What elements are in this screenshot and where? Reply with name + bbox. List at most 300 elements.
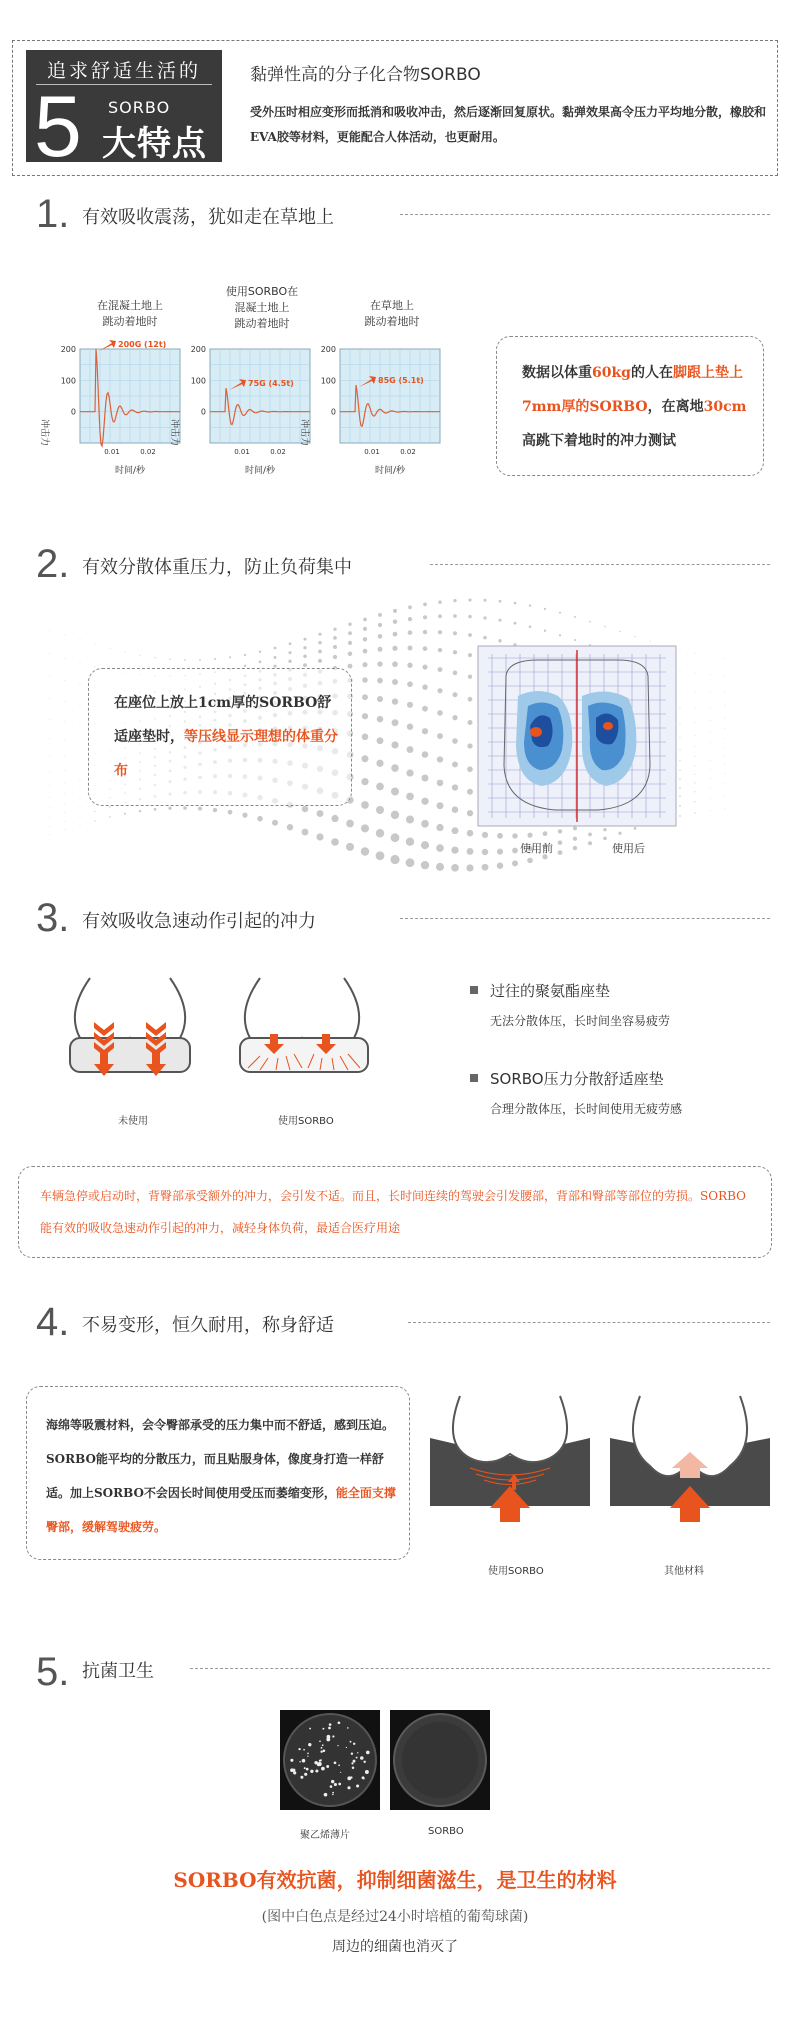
wave-dot <box>453 671 458 676</box>
wave-dot <box>680 670 681 671</box>
wave-dot <box>348 623 351 626</box>
wave-dot <box>679 815 681 817</box>
wave-dot <box>710 720 711 721</box>
wave-dot <box>110 648 111 649</box>
wave-dot <box>407 663 412 668</box>
wave-dot <box>725 795 726 796</box>
wave-dot <box>408 630 413 635</box>
bacteria-colony <box>306 1768 309 1771</box>
wave-dot <box>378 647 383 652</box>
wave-dot <box>392 719 399 726</box>
wave-dot <box>125 652 126 653</box>
wave-dot <box>544 630 546 632</box>
bacteria-colony <box>340 1772 341 1773</box>
wave-dot <box>376 829 384 837</box>
wave-dot <box>80 662 81 663</box>
wave-dot <box>317 810 324 817</box>
bacteria-colony <box>332 1792 334 1794</box>
wave-dot <box>573 846 577 850</box>
wave-dot <box>710 787 711 788</box>
callout-text: 的人在 <box>630 365 673 381</box>
bacteria-colony <box>321 1747 323 1749</box>
bacteria-colony <box>353 1743 355 1745</box>
wave-dot <box>680 707 681 708</box>
wave-dot <box>259 650 261 652</box>
label-other: 其他材料 <box>664 1566 704 1577</box>
wave-dot <box>169 658 170 659</box>
x-tick-label: 0.01 <box>234 448 250 456</box>
wave-dot <box>436 824 443 831</box>
wave-dot <box>452 761 458 767</box>
peak-label: 75G (4.5t) <box>248 379 294 389</box>
section5-headline: SORBO有效抗菌，抑制细菌滋生，是卫生的材料 <box>173 1868 617 1892</box>
wave-dot <box>361 847 369 855</box>
wave-dot <box>484 599 487 602</box>
wave-dot <box>498 619 501 622</box>
x-tick-label: 0.02 <box>140 448 156 456</box>
wave-dot <box>710 778 711 779</box>
wave-dot <box>288 660 291 663</box>
wave-dot <box>710 656 711 657</box>
wave-dot <box>725 773 726 774</box>
y-tick-label: 0 <box>330 407 336 417</box>
wave-dot <box>80 816 81 817</box>
wave-dot <box>710 692 711 693</box>
wave-dot <box>377 716 384 723</box>
wave-dot <box>139 810 141 812</box>
wave-dot <box>50 808 51 809</box>
wave-dot <box>695 673 696 674</box>
wave-dot <box>348 641 352 645</box>
wave-dot <box>228 810 233 815</box>
wave-dot <box>573 826 577 830</box>
bacteria-colony <box>362 1757 364 1759</box>
bacteria-colony <box>324 1793 328 1797</box>
wave-dot <box>468 598 471 601</box>
wave-dot <box>451 847 458 854</box>
wave-dot <box>50 719 51 720</box>
wave-dot <box>274 656 277 659</box>
wave-dot <box>438 630 442 634</box>
wave-dot <box>710 752 711 753</box>
wave-dot <box>453 650 457 654</box>
wave-dot <box>259 661 262 664</box>
y-axis-label: 冲击力 <box>299 419 309 447</box>
wave-dot <box>725 747 726 748</box>
cushion-sorbo-illustration <box>230 976 380 1096</box>
wave-dot <box>318 659 322 663</box>
wave-dot <box>468 653 472 657</box>
wave-dot <box>316 833 323 840</box>
wave-dot <box>453 692 458 697</box>
wave-dot <box>95 644 96 645</box>
wave-dot <box>483 636 487 640</box>
wave-dot <box>65 812 66 813</box>
wave-dot <box>407 746 414 753</box>
chart3-caption-line: 跳动着地时 <box>364 315 420 328</box>
wave-dot <box>362 694 368 700</box>
bacteria-colony <box>300 1776 303 1779</box>
peak-label: 200G (12t) <box>118 340 167 349</box>
pressure-peak-left <box>530 727 542 737</box>
wave-dot <box>649 641 650 642</box>
wave-dot <box>274 647 277 650</box>
wave-dot <box>80 740 81 741</box>
wave-dot <box>406 858 415 867</box>
wave-dot <box>514 602 517 605</box>
bacteria-colony <box>357 1752 358 1753</box>
wave-dot <box>451 864 459 872</box>
section5-divider <box>190 1668 770 1669</box>
hero-features: 大特点 <box>102 124 207 164</box>
y-tick-label: 100 <box>190 376 206 386</box>
wave-dot <box>680 690 681 691</box>
chart1-caption-line: 跳动着地时 <box>102 315 158 328</box>
wave-dot <box>50 785 51 786</box>
wave-dot <box>679 805 681 807</box>
wave-dot <box>437 688 442 693</box>
wave-dot <box>50 676 51 677</box>
wave-dot <box>438 600 441 603</box>
bacteria-colony <box>320 1751 322 1753</box>
wave-dot <box>377 737 384 744</box>
wave-dot <box>558 829 562 833</box>
wave-dot <box>318 633 321 636</box>
wave-dot <box>303 655 307 659</box>
wave-dot <box>423 615 427 619</box>
wave-dot <box>229 656 231 658</box>
wave-dot <box>94 820 95 821</box>
y-tick-label: 100 <box>60 376 76 386</box>
wave-dot <box>65 770 66 771</box>
x-tick-label: 0.02 <box>400 448 416 456</box>
wave-dot <box>421 798 428 805</box>
wave-dot <box>242 813 247 818</box>
wave-dot <box>452 715 457 720</box>
wave-dot <box>362 677 367 682</box>
wave-dot <box>378 623 382 627</box>
x-axis-label: 时间/秒 <box>244 466 276 476</box>
bacteria-colony <box>314 1761 317 1764</box>
wave-dot <box>154 657 155 658</box>
wave-dot <box>529 604 531 606</box>
label-used: 使用SORBO <box>278 1116 334 1127</box>
wave-dot <box>198 807 202 811</box>
wave-dot <box>559 634 561 636</box>
wave-dot <box>361 778 368 785</box>
wave-dot <box>50 738 51 739</box>
wave-dot <box>80 789 81 790</box>
wave-dot <box>362 734 369 741</box>
wave-dot <box>437 802 444 809</box>
chart2-caption-line: 使用SORBO在 <box>225 285 299 298</box>
wave-dot <box>65 635 66 636</box>
wave-dot <box>725 705 726 706</box>
pressure-map <box>478 646 676 826</box>
wave-dot <box>272 820 278 826</box>
wave-dot <box>422 706 428 712</box>
bacteria-colony <box>363 1761 365 1763</box>
wave-dot <box>725 691 726 692</box>
wave-dot <box>318 650 322 654</box>
label-sorbo-dish: SORBO <box>428 1826 464 1837</box>
wave-dot <box>139 655 140 656</box>
wave-dot <box>453 614 457 618</box>
wave-dot <box>302 806 309 813</box>
wave-dot <box>50 698 51 699</box>
wave-dot <box>65 829 66 830</box>
wave-dot <box>422 775 429 782</box>
wave-dot <box>453 599 456 602</box>
bacteria-colony <box>350 1741 352 1743</box>
bacteria-colony <box>366 1751 370 1755</box>
wave-dot <box>574 639 576 641</box>
wave-dot <box>452 784 458 790</box>
label-polyethylene: 聚乙烯薄片 <box>300 1830 350 1841</box>
wave-dot <box>527 858 533 864</box>
wave-dot <box>452 738 458 744</box>
wave-dot <box>422 751 429 758</box>
bacteria-colony <box>304 1773 307 1776</box>
wave-dot <box>95 666 96 667</box>
bacteria-colony <box>353 1760 356 1763</box>
wave-dot <box>348 664 353 669</box>
wave-dot <box>529 625 532 628</box>
chart1-caption-line: 在混凝土地上 <box>97 299 163 312</box>
wave-dot <box>363 618 367 622</box>
wave-dot <box>725 755 726 756</box>
bacteria-colony <box>351 1752 353 1754</box>
wave-dot <box>438 614 442 618</box>
wave-dot <box>346 820 354 828</box>
wave-dot <box>694 782 695 783</box>
hero-badge <box>26 50 222 175</box>
y-axis-label: 冲击力 <box>169 419 179 447</box>
wave-dot <box>725 809 726 810</box>
wave-dot <box>65 701 66 702</box>
wave-dot <box>407 681 413 687</box>
wave-dot <box>438 667 443 672</box>
wave-dot <box>725 784 726 785</box>
wave-dot <box>453 631 457 635</box>
hero-brand: SORBO <box>108 98 171 117</box>
wave-dot <box>392 661 398 667</box>
section5-title: 抗菌卫生 <box>82 1661 154 1682</box>
wave-dot <box>50 756 51 757</box>
wave-dot <box>498 639 501 642</box>
bullet1-text: 无法分散体压，长时间坐容易疲劳 <box>490 1014 671 1028</box>
wave-dot <box>80 768 81 769</box>
wave-dot <box>710 760 711 761</box>
chart3-caption <box>342 298 442 330</box>
wave-dot <box>80 704 81 705</box>
wave-dot <box>499 600 502 603</box>
chart2-caption-line: 混凝土地上 <box>234 301 290 314</box>
wave-dot <box>407 702 413 708</box>
bacteria-colony <box>338 1721 341 1724</box>
bacteria-colony <box>310 1770 313 1773</box>
wave-dot <box>333 636 337 640</box>
wave-dot <box>376 783 384 791</box>
wave-dot <box>333 628 336 631</box>
wave-dot <box>333 655 337 659</box>
wave-dot <box>288 651 291 654</box>
wave-dot <box>363 637 367 641</box>
wave-dot <box>392 679 398 685</box>
intro-title: 黏弹性高的分子化合物SORBO <box>250 65 481 85</box>
section2-divider <box>430 564 770 565</box>
wave-dot <box>710 742 711 743</box>
bacteria-colony <box>327 1735 331 1739</box>
wave-dot <box>80 639 81 640</box>
wave-dot <box>80 755 81 756</box>
petri-dish-polyethylene <box>280 1710 380 1810</box>
wave-dot <box>438 648 443 653</box>
wave-dot <box>468 674 472 678</box>
wave-dot <box>80 723 81 724</box>
bullet2-text: 合理分散体压，长时间使用无疲劳感 <box>490 1102 683 1116</box>
wave-dot <box>213 808 217 812</box>
section4-text <box>46 1408 396 1544</box>
wave-dot <box>497 833 503 839</box>
wave-dot <box>303 646 306 649</box>
wave-dot <box>695 746 696 747</box>
wave-dot <box>679 737 680 738</box>
wave-dot <box>634 636 635 637</box>
label-unused: 未使用 <box>118 1116 148 1127</box>
wave-dot <box>303 663 307 667</box>
callout-text: 在座位上放上1cm厚的SORBO舒适座垫时， <box>114 695 332 745</box>
wave-dot <box>348 631 352 635</box>
bacteria-colony <box>307 1755 308 1756</box>
wave-dot <box>65 755 66 756</box>
wave-dot <box>391 833 400 842</box>
section4-title: 不易变形，恒久耐用，称身舒适 <box>82 1315 334 1336</box>
callout-highlight: 脚跟上垫上7mm厚的SORBO <box>522 365 743 415</box>
wave-dot <box>588 832 592 836</box>
wave-dot <box>50 771 51 772</box>
bacteria-colony <box>356 1757 358 1759</box>
deformation-illustration <box>430 1396 770 1526</box>
chart2-caption <box>212 284 312 332</box>
wave-dot <box>421 820 429 828</box>
section4-text-highlight: 能全面支撑臀部，缓解驾驶疲劳。 <box>46 1486 396 1534</box>
wave-dot <box>618 832 621 835</box>
wave-dot <box>50 797 51 798</box>
wave-dot <box>512 860 518 866</box>
callout-highlight: 等压线显示理想的体重分布 <box>114 729 338 779</box>
wave-dot <box>694 791 695 792</box>
section1-divider <box>400 214 770 215</box>
wave-dot <box>391 741 398 748</box>
wave-dot <box>65 680 66 681</box>
wave-dot <box>392 646 397 651</box>
bacteria-colony <box>322 1744 324 1746</box>
bacteria-colony <box>293 1771 296 1774</box>
wave-dot <box>408 646 413 651</box>
section5-sub2: 周边的细菌也消灭了 <box>332 1939 458 1955</box>
bacteria-colony <box>334 1783 337 1786</box>
label-after: 使用后 <box>612 842 645 855</box>
callout-text: 高跳下着地时的冲力测试 <box>522 433 676 449</box>
wave-dot <box>289 642 292 645</box>
wave-dot <box>390 855 399 864</box>
wave-dot <box>391 788 399 796</box>
wave-dot <box>468 697 473 702</box>
wave-dot <box>348 651 353 656</box>
wave-dot <box>543 831 548 836</box>
pressure-peak-right <box>603 722 613 730</box>
wave-dot <box>378 613 382 617</box>
wave-dot <box>436 844 444 852</box>
peak-label: 85G (5.1t) <box>378 376 424 386</box>
wave-dot <box>407 724 414 731</box>
wave-dot <box>679 796 680 797</box>
wave-dot <box>725 658 726 659</box>
other-seat <box>610 1396 770 1522</box>
wave-dot <box>468 615 471 618</box>
wave-dot <box>680 723 681 724</box>
wave-dot <box>302 829 309 836</box>
wave-dot <box>331 838 339 846</box>
wave-dot <box>50 630 51 631</box>
wave-dot <box>331 815 338 822</box>
wave-dot <box>604 626 606 628</box>
bacteria-colony <box>298 1748 300 1750</box>
wave-dot <box>377 696 383 702</box>
wave-dot <box>109 806 111 808</box>
wave-dot <box>363 627 367 631</box>
bacteria-colony <box>318 1762 322 1766</box>
wave-dot <box>376 806 384 814</box>
bacteria-colony <box>337 1745 338 1746</box>
wave-dot <box>573 837 577 841</box>
section4-divider <box>408 1322 770 1323</box>
wave-dot <box>695 765 696 766</box>
wave-dot <box>710 732 711 733</box>
bacteria-colony <box>319 1760 321 1762</box>
bacteria-colony <box>299 1761 301 1763</box>
bacteria-colony <box>332 1794 334 1796</box>
wave-dot <box>423 630 427 634</box>
bacteria-colony <box>332 1735 334 1737</box>
wave-dot <box>377 661 382 666</box>
wave-dot <box>80 799 81 800</box>
bacteria-colony <box>330 1785 333 1788</box>
sorbo-seat <box>430 1396 590 1522</box>
wave-dot <box>65 658 66 659</box>
section1-callout <box>522 356 754 458</box>
wave-dot <box>710 675 711 676</box>
wave-dot <box>65 793 66 794</box>
wave-dot <box>346 843 354 851</box>
wave-dot <box>65 803 66 804</box>
section5-number: 5. <box>36 1650 70 1694</box>
wave-dot <box>422 728 428 734</box>
wave-dot <box>467 810 473 816</box>
chart1-caption <box>80 298 180 330</box>
petri-dish-sorbo <box>390 1710 490 1810</box>
section3-note: 车辆急停或启动时，背臀部承受额外的冲力，会引发不适。而且，长时间连续的驾驶会引发腰部，背部和臀部等部位的劳损。SORBO能有效的吸收急速动作引起的冲力，减轻身体负荷，最适合医疗用途 <box>40 1189 746 1235</box>
wave-dot <box>184 659 186 661</box>
wave-dot <box>391 811 399 819</box>
wave-dot <box>603 836 607 840</box>
section1-title: 有效吸收震荡，犹如走在草地上 <box>82 207 334 228</box>
bacteria-colony <box>326 1765 329 1768</box>
wave-dot <box>287 824 293 830</box>
wave-dot <box>437 733 443 739</box>
wave-dot <box>695 653 696 654</box>
